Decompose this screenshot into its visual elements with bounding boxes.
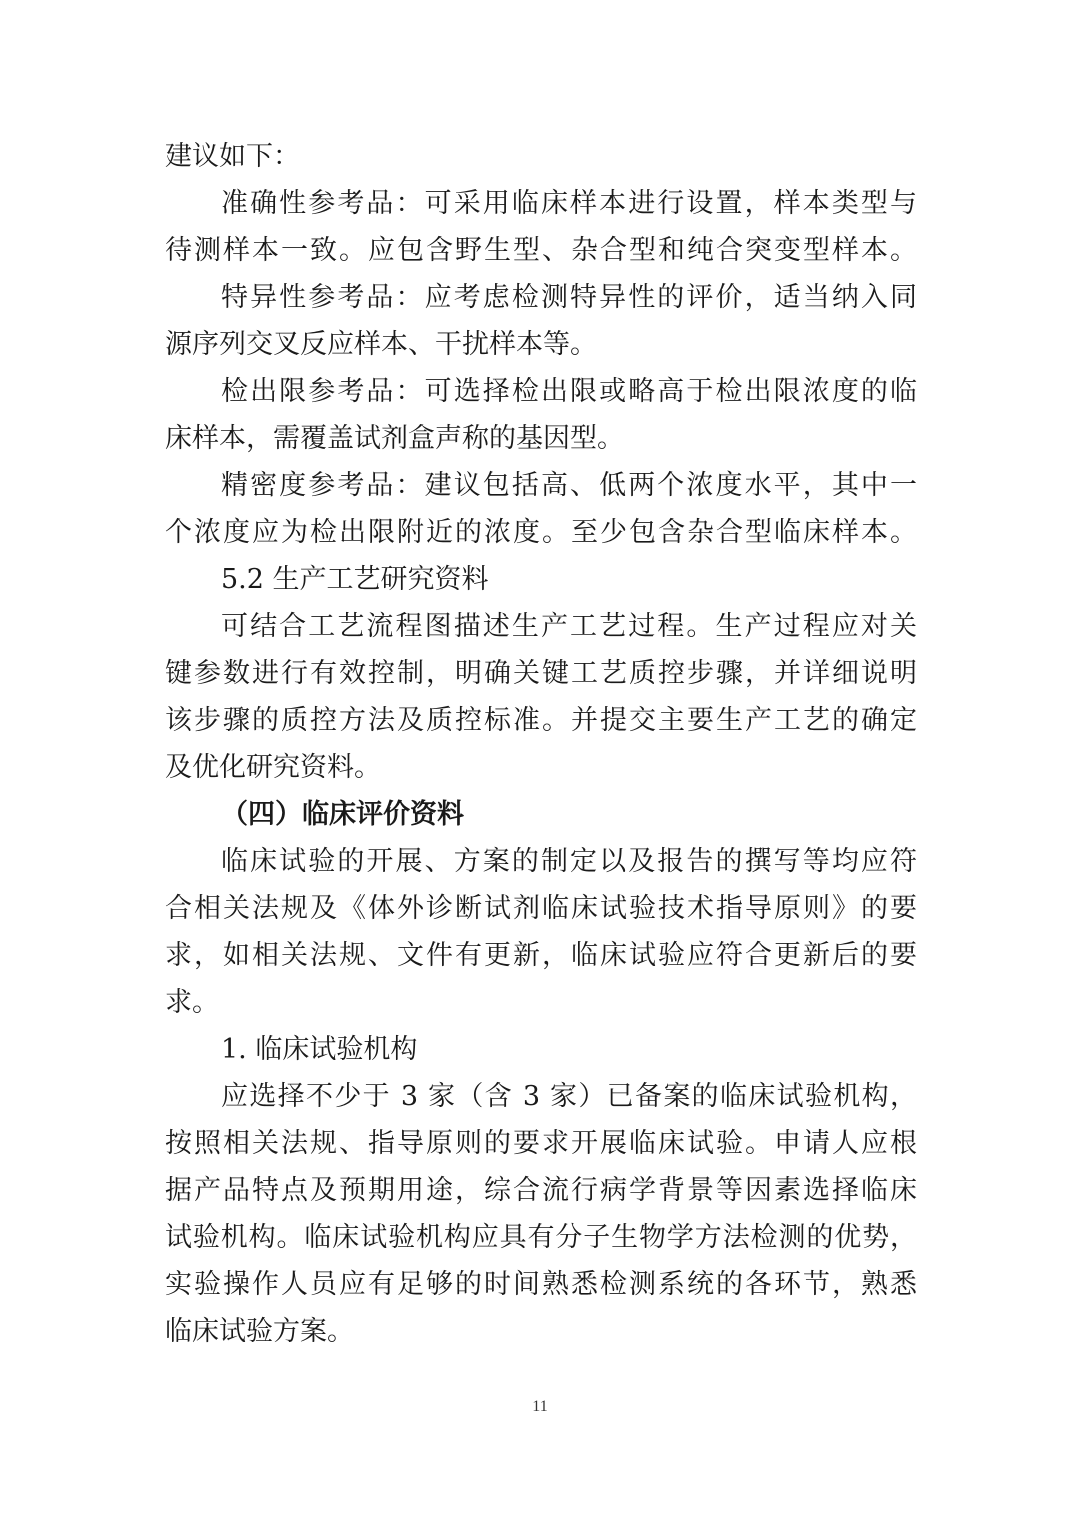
- text-line: 合相关法规及《体外诊断试剂临床试验技术指导原则》的要: [165, 893, 917, 924]
- text-line: 键参数进行有效控制，明确关键工艺质控步骤，并详细说明: [165, 658, 917, 689]
- text-line: 临床试验方案。: [165, 1316, 354, 1347]
- text-line: 及优化研究资料。: [165, 752, 381, 783]
- text-line: 床样本，需覆盖试剂盒声称的基因型。: [165, 423, 624, 454]
- text-line: 可结合工艺流程图描述生产工艺过程。生产过程应对关: [221, 611, 917, 642]
- text-line: 按照相关法规、指导原则的要求开展临床试验。申请人应根: [165, 1128, 917, 1159]
- text-line: 求。: [165, 987, 219, 1018]
- text-line: 建议如下：: [165, 141, 300, 172]
- section-heading: 5.2 生产工艺研究资料: [221, 564, 489, 595]
- text-line: 检出限参考品：可选择检出限或略高于检出限浓度的临: [221, 376, 917, 407]
- text-line: 精密度参考品：建议包括高、低两个浓度水平，其中一: [221, 470, 917, 501]
- text-line: 待测样本一致。应包含野生型、杂合型和纯合突变型样本。: [165, 235, 917, 266]
- section-heading: 1. 临床试验机构: [221, 1034, 418, 1065]
- text-line: 求，如相关法规、文件有更新，临床试验应符合更新后的要: [165, 940, 917, 971]
- text-line: 准确性参考品：可采用临床样本进行设置，样本类型与: [221, 188, 917, 219]
- body-text: [165, 133, 917, 1355]
- text-line: 源序列交叉反应样本、干扰样本等。: [165, 329, 597, 360]
- page-number: 11: [532, 1398, 548, 1415]
- text-line: 临床试验的开展、方案的制定以及报告的撰写等均应符: [221, 846, 917, 877]
- text-line: 实验操作人员应有足够的时间熟悉检测系统的各环节，熟悉: [165, 1269, 917, 1300]
- text-line: 据产品特点及预期用途，综合流行病学背景等因素选择临床: [165, 1175, 917, 1206]
- section-heading: （四）临床评价资料: [221, 799, 464, 830]
- text-line: 应选择不少于 3 家（含 3 家）已备案的临床试验机构，: [221, 1081, 917, 1112]
- text-line: 试验机构。临床试验机构应具有分子生物学方法检测的优势，: [165, 1222, 917, 1253]
- text-line: 该步骤的质控方法及质控标准。并提交主要生产工艺的确定: [165, 705, 917, 736]
- text-line: 个浓度应为检出限附近的浓度。至少包含杂合型临床样本。: [165, 517, 917, 548]
- text-line: 特异性参考品：应考虑检测特异性的评价，适当纳入同: [221, 282, 917, 313]
